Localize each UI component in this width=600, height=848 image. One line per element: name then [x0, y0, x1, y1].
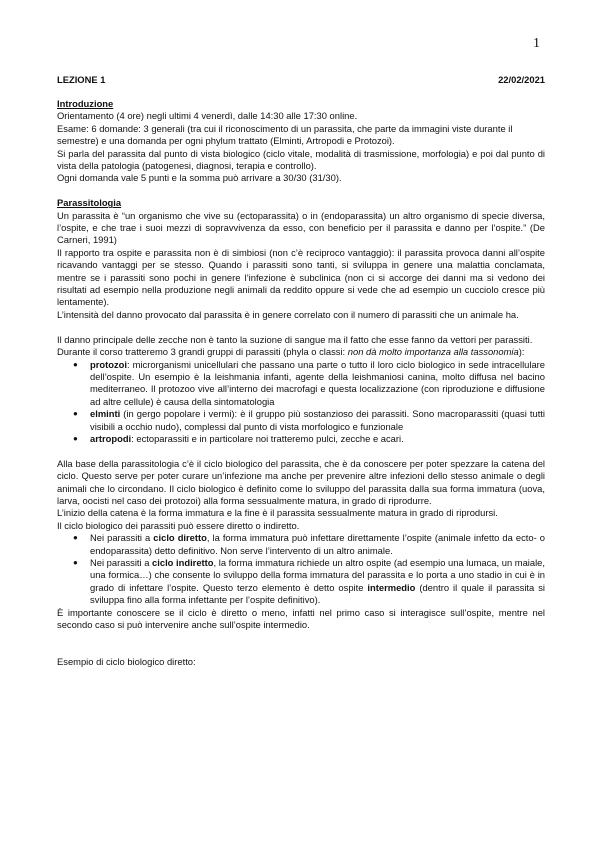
paragraph: Il rapporto tra ospite e parassita non è di simbiosi (non c’è reciproco vantaggio): il parassita provoca danni all’ospite ricavando vantaggi per se stesso. Quando i parassiti sono tanti, si sviluppa in genere una malattia conclamata, mentre se i parassiti sono pochi in genere l’infezione è subclinica (non ci si accorge dei danni ma si vedono dei risultati ad esempio nella produzione negli animali da reddito oppure si vede che ad esempio un cucciolo cresce più lentamente).: [57, 246, 545, 308]
section-heading-parassitologia: Parassitologia: [57, 197, 122, 209]
list-item: ● protozoi: microrganismi unicellulari che passano una parte o tutto il loro ciclo biologico in sede intracellulare dell’ospite. Un esempio è la leishmania infanti, agente della leishmaniosi canina, molto diffusa nel bacino mediterraneo. Il protozoo vive all’interno dei macrofagi e questa localizzazione (con riproduzione e diffusione ad altre cellule) è causa della sintomatologia: [57, 359, 545, 409]
list-item: ● Nei parassiti a ciclo diretto, la forma immatura può infettare direttamente l’ospite (animale infetto da ecto- o endoparassita) detto definitivo. Non serve l’intervento di un altro animale.: [57, 532, 545, 557]
lesson-header: [57, 74, 545, 85]
cycle-term: intermedio: [367, 581, 416, 593]
italic-note: non dà molto importanza alla tassonomia: [347, 346, 519, 358]
cycle-types-list: [57, 532, 545, 606]
paragraph: L’inizio della catena è la forma immatura e la fine è il parassita sessualmente matura in grado di riprodursi.: [57, 507, 498, 519]
lesson-date: 22/02/2021: [498, 74, 545, 85]
group-term: elminti: [90, 408, 121, 420]
group-term: protozoi: [90, 358, 127, 370]
list-item: ● artropodi: ectoparassiti e in particolare noi tratteremo pulci, zecche e acari.: [57, 433, 545, 445]
paragraph: Alla base della parassitologia c’è il ciclo biologico del parassita, che è da conoscere per poter spezzare la catena del ciclo. Questo serve per poter curare un’infezione ma anche per prevenire altre infezioni dello stesso animale o degli animali che lo circondano. Il ciclo biologico è definito come lo sviluppo del parassita dalla sua forma immatura (uova, larva, oocisti nel caso dei protozoi) alla forma sessualmente matura, in grado di riprodurre.: [57, 457, 545, 506]
paragraph: Un parassita è “un organismo che vive su (ectoparassita) o in (endoparassita) un altro organismo di specie diversa, l’ospite, e che trae i suoi mezzi di sopravvivenza da esso, con beneficio per il parassita e danno per l’ospite.” (De Carneri, 1991): [57, 209, 545, 246]
intro-line: Ogni domanda vale 5 punti e la somma può arrivare a 30/30 (31/30).: [57, 172, 342, 184]
list-item: ● Nei parassiti a ciclo indiretto, la forma immatura richiede un altro ospite (ad esempio una lumaca, un maiale, una formica…) che consente lo sviluppo della forma immatura del parassita e lo porta a uno stadio in cui è in grado di infettare l’ospite. Questo terzo elemento è detto ospite intermedio (dentro il quale il parassita si sviluppa fino alla forma infettante per l’ospite definitivo).: [57, 557, 545, 607]
paragraph: L’intensità del danno provocato dal parassita è in genere correlato con il numero di parassiti che un animale ha.: [57, 308, 519, 320]
group-term: artropodi: [90, 432, 132, 444]
paragraph-groups-intro: Durante il corso tratteremo 3 grandi gruppi di parassiti (phyla o classi: non dà molto importanza alla tassonomia):: [57, 346, 525, 358]
intro-line: Si parla del parassita dal punto di vista biologico (ciclo vitale, modalità di trasmissione, morfologia) e poi dal punto di vista della patologia (patogenesi, diagnosi, terapia e controllo).: [57, 147, 545, 172]
lesson-title: LEZIONE 1: [57, 74, 106, 85]
intro-line: Orientamento (4 ore) negli ultimi 4 venerdì, dalle 14:30 alle 17:30 online.: [57, 110, 358, 122]
document-body: [57, 98, 545, 669]
section-heading-introduzione: Introduzione: [57, 98, 114, 109]
paragraph: Esempio di ciclo biologico diretto:: [57, 656, 196, 668]
paragraph: Il ciclo biologico dei parassiti può essere diretto o indiretto.: [57, 519, 300, 531]
cycle-term: ciclo diretto: [153, 532, 207, 544]
paragraph: Il danno principale delle zecche non è tanto la suzione di sangue ma il fatto che esse fanno da vettori per parassiti.: [57, 333, 533, 345]
paragraph: È importante conoscere se il ciclo è diretto o meno, infatti nel primo caso si interagisce sull’ospite, mentre nel secondo caso si può intervenire anche sull’ospite intermedio.: [57, 606, 545, 631]
cycle-term: ciclo indiretto: [152, 556, 214, 568]
list-item: ● elminti (in gergo popolare i vermi): è il gruppo più sostanzioso dei parassiti. Sono macroparassiti (quasi tutti visibili a occhio nudo), complessi dal punto di vista morfologico e funzionale: [57, 408, 545, 433]
parasite-groups-list: [57, 359, 545, 446]
intro-line: Esame: 6 domande: 3 generali (tra cui il riconoscimento di un parassita, che parte da immagini viste durante il semestre) e una domanda per ogni phylum trattato (Elminti, Artropodi e Protozoi).: [57, 122, 513, 147]
page-number: 1: [533, 36, 540, 51]
